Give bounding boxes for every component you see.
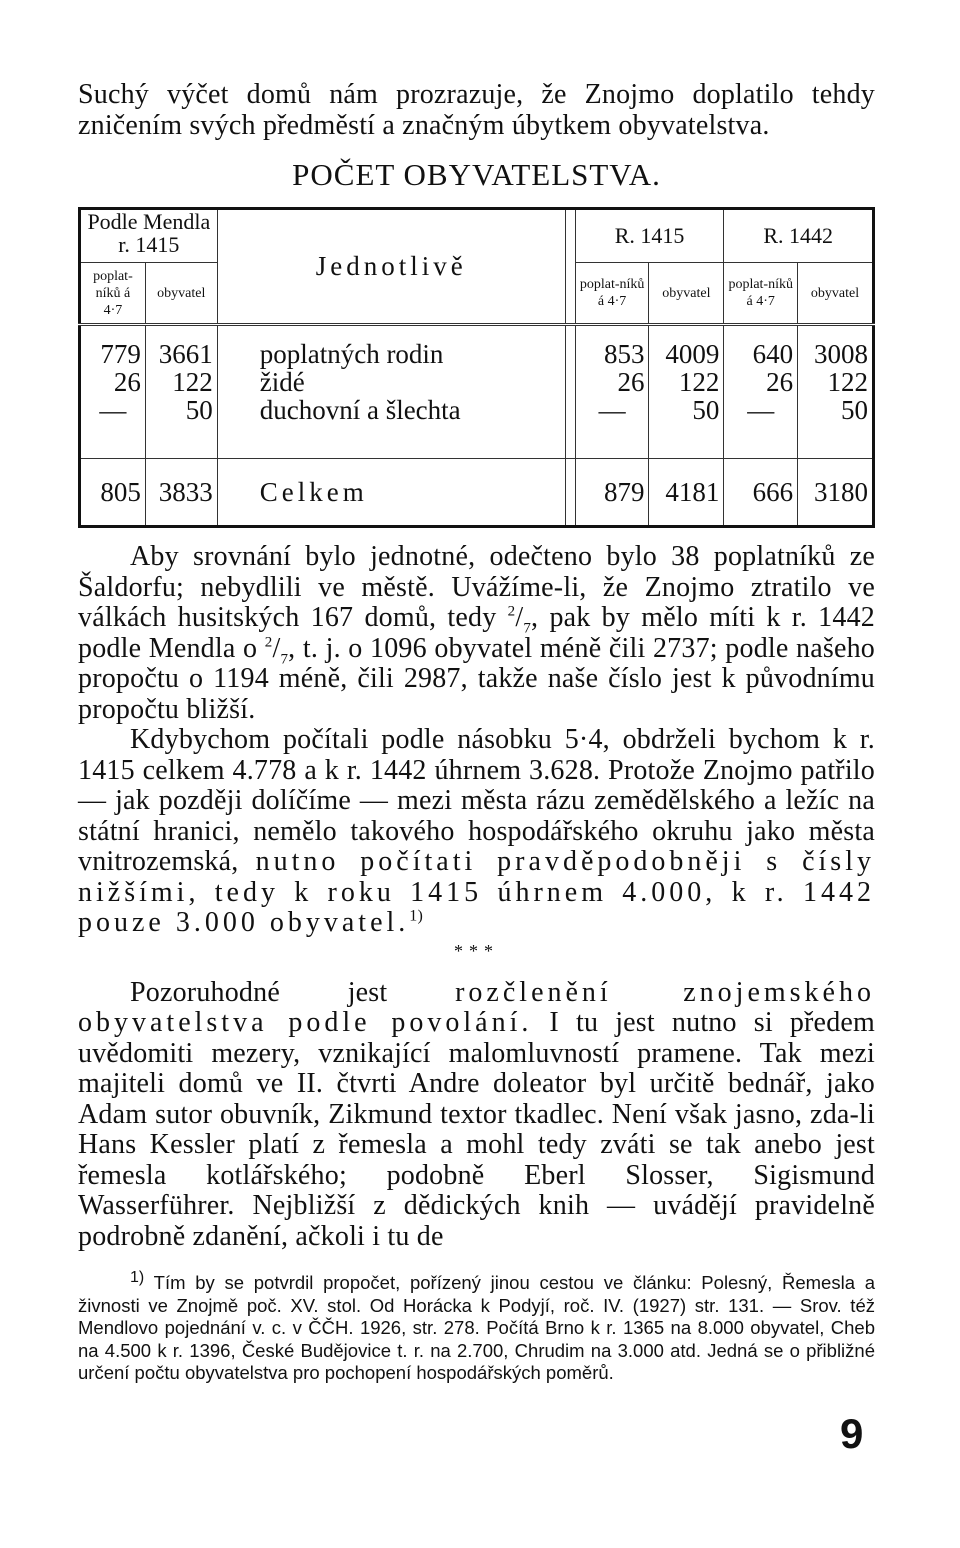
total-mendla-obyvatel: 3833: [145, 459, 217, 527]
cell-1415-poplatniku: 26: [575, 368, 649, 396]
jednotlive-header: Jednotlivě: [217, 209, 565, 325]
fraction-two-sevenths: $^2/_7$: [264, 632, 289, 668]
footnotes: [78, 1268, 876, 1385]
col-poplatniku-1415: poplat-níků á 4·7: [575, 263, 649, 325]
table-row: [80, 368, 874, 396]
cell-label: duchovní a šlechta: [217, 396, 565, 424]
col-poplatniku-1442: poplat-níků á 4·7: [724, 263, 798, 325]
cell-1442-obyvatel: 3008: [798, 340, 874, 368]
total-1415-obyvatel: 4181: [649, 459, 724, 527]
cell-1415-obyvatel: 4009: [649, 340, 724, 368]
cell-1415-obyvatel: 50: [649, 396, 724, 424]
mendla-header: Podle Mendla r. 1415: [80, 209, 218, 263]
cell-mendla-obyvatel: 3661: [145, 340, 217, 368]
total-1442-poplatniku: 666: [724, 459, 798, 527]
footnote-marker: 1): [130, 1268, 145, 1286]
year-1415-header: R. 1415: [575, 209, 724, 263]
cell-mendla-obyvatel: 122: [145, 368, 217, 396]
total-1415-poplatniku: 879: [575, 459, 649, 527]
paragraph-occupations: Pozoruhodné jest rozčlenění znojemského obyvatelstva podle povolání. I tu jest nutno si předem uvědomiti mezery, vznikající malomluvností pramene. Tak mezi majiteli domů ve II. čtvrti Andre doleator byl určitě bednář, jako Adam sutor obuvník, Zikmund textor tkadlec. Není však jasno, zda-li Hans Kessler platí z řemesla a mohl tedy zváti se tak anebo jest řemesla kotlářského; podobně Eberl Slosser, Sigismund Wasserführer. Nejbližší z dědických knih — uvádějí pravidelně podrobně zdanění, ačkoli i tu de: [78, 976, 875, 1252]
population-table: [78, 207, 875, 528]
footnote-1: $^{1)}$ Tím by se potvrdil propočet, pořízený jinou cestou ve článku: Polesný, Řemesla a živnosti ve Znojmě poč. XV. stol. Od Horácka k Podyjí, roč. IV. (1927) str. 131. — Srov. též Mendlovo pojednání v. c. v ČČH. 1926, str. 278. Počítá Brno k r. 1365 na 8.000 obyvatel, Cheb na 4.500 k r. 1396, České Budějovice t. r. na 2.700, Chrudim na 3.000 atd. Jedná se o přibližné určení počtu obyvatelstva pro pochopení hospodářských poměrů.: [78, 1268, 876, 1383]
footnote-reference: 1): [409, 907, 424, 925]
cell-mendla-poplatniku: 26: [80, 368, 146, 396]
section-separator: ***: [454, 940, 499, 961]
cell-label: židé: [217, 368, 565, 396]
emphasized-text: nutno počítati pravděpodobněji s čísly nižšími, tedy k roku 1415 úhrnem 4.000, k r. 1442 pouze 3.000 obyvatel.: [78, 846, 875, 938]
col-obyvatel-mendla: obyvatel: [145, 263, 217, 325]
cell-1442-poplatniku: 640: [724, 340, 798, 368]
page-content: [78, 80, 875, 1385]
table-row: [80, 396, 874, 424]
cell-1442-poplatniku: 26: [724, 368, 798, 396]
emphasized-text: rozčlenění znojemského obyvatelstva podle povolání.: [78, 976, 875, 1038]
cell-1415-poplatniku: —: [575, 396, 649, 424]
year-1442-header: R. 1442: [724, 209, 874, 263]
table-heading: POČET OBYVATELSTVA.: [292, 157, 661, 192]
col-poplatniku-mendla: poplat-níků á 4·7: [80, 263, 146, 325]
cell-1442-poplatniku: —: [724, 396, 798, 424]
page-number: 9: [840, 1410, 864, 1457]
table-total-row: [80, 459, 874, 527]
cell-1442-obyvatel: 122: [798, 368, 874, 396]
fraction-two-sevenths: $^2/_7$: [507, 602, 532, 637]
table-row: [80, 340, 874, 368]
table-header-row-1: [80, 209, 874, 263]
paragraph-estimate: Kdybychom počítali podle násobku 5·4, obdrželi bychom k r. 1415 celkem 4.778 a k r. 1442 úhrnem 3.628. Protože Znojmo patřilo — jak později dolíčíme — mezi města rázu zemědělského a ležíc na státní hranici, nemělo takového hospodářského okruhu jako města vnitrozemská, nutno počítati pravděpodobněji s čísly nižšími, tedy k roku 1415 úhrnem 4.000, k r. 1442 pouze 3.000 obyvatel.$^{1)}$: [78, 724, 875, 938]
total-mendla-poplatniku: 805: [80, 459, 146, 527]
cell-1415-poplatniku: 853: [575, 340, 649, 368]
total-1442-obyvatel: 3180: [798, 459, 874, 527]
cell-label: poplatných rodin: [217, 340, 565, 368]
cell-1442-obyvatel: 50: [798, 396, 874, 424]
col-obyvatel-1415: obyvatel: [649, 263, 724, 325]
total-label: Celkem: [217, 459, 565, 527]
intro-paragraph: Suchý výčet domů nám prozrazuje, že Znojmo doplatilo tehdy zničením svých předměstí a značným úbytkem obyvatelstva.: [78, 79, 875, 141]
cell-mendla-poplatniku: 779: [80, 340, 146, 368]
cell-1415-obyvatel: 122: [649, 368, 724, 396]
paragraph-comparison: Aby srovnání bylo jednotné, odečteno bylo 38 poplatníků ze Šaldorfu; nebydlili ve městě. Uvážíme-li, že Znojmo ztratilo ve válkách husitských 167 domů, tedy $^2/_7$, pak by mělo míti k r. 1442 podle Mendla o $^2/_7$, t. j. o 1096 obyvatel méně čili 2737; podle našeho propočtu o 1194 méně, čili 2987, takže naše číslo jest k původnímu propočtu bližší.: [78, 541, 875, 725]
col-obyvatel-1442: obyvatel: [798, 263, 874, 325]
cell-mendla-obyvatel: 50: [145, 396, 217, 424]
cell-mendla-poplatniku: —: [80, 396, 146, 424]
